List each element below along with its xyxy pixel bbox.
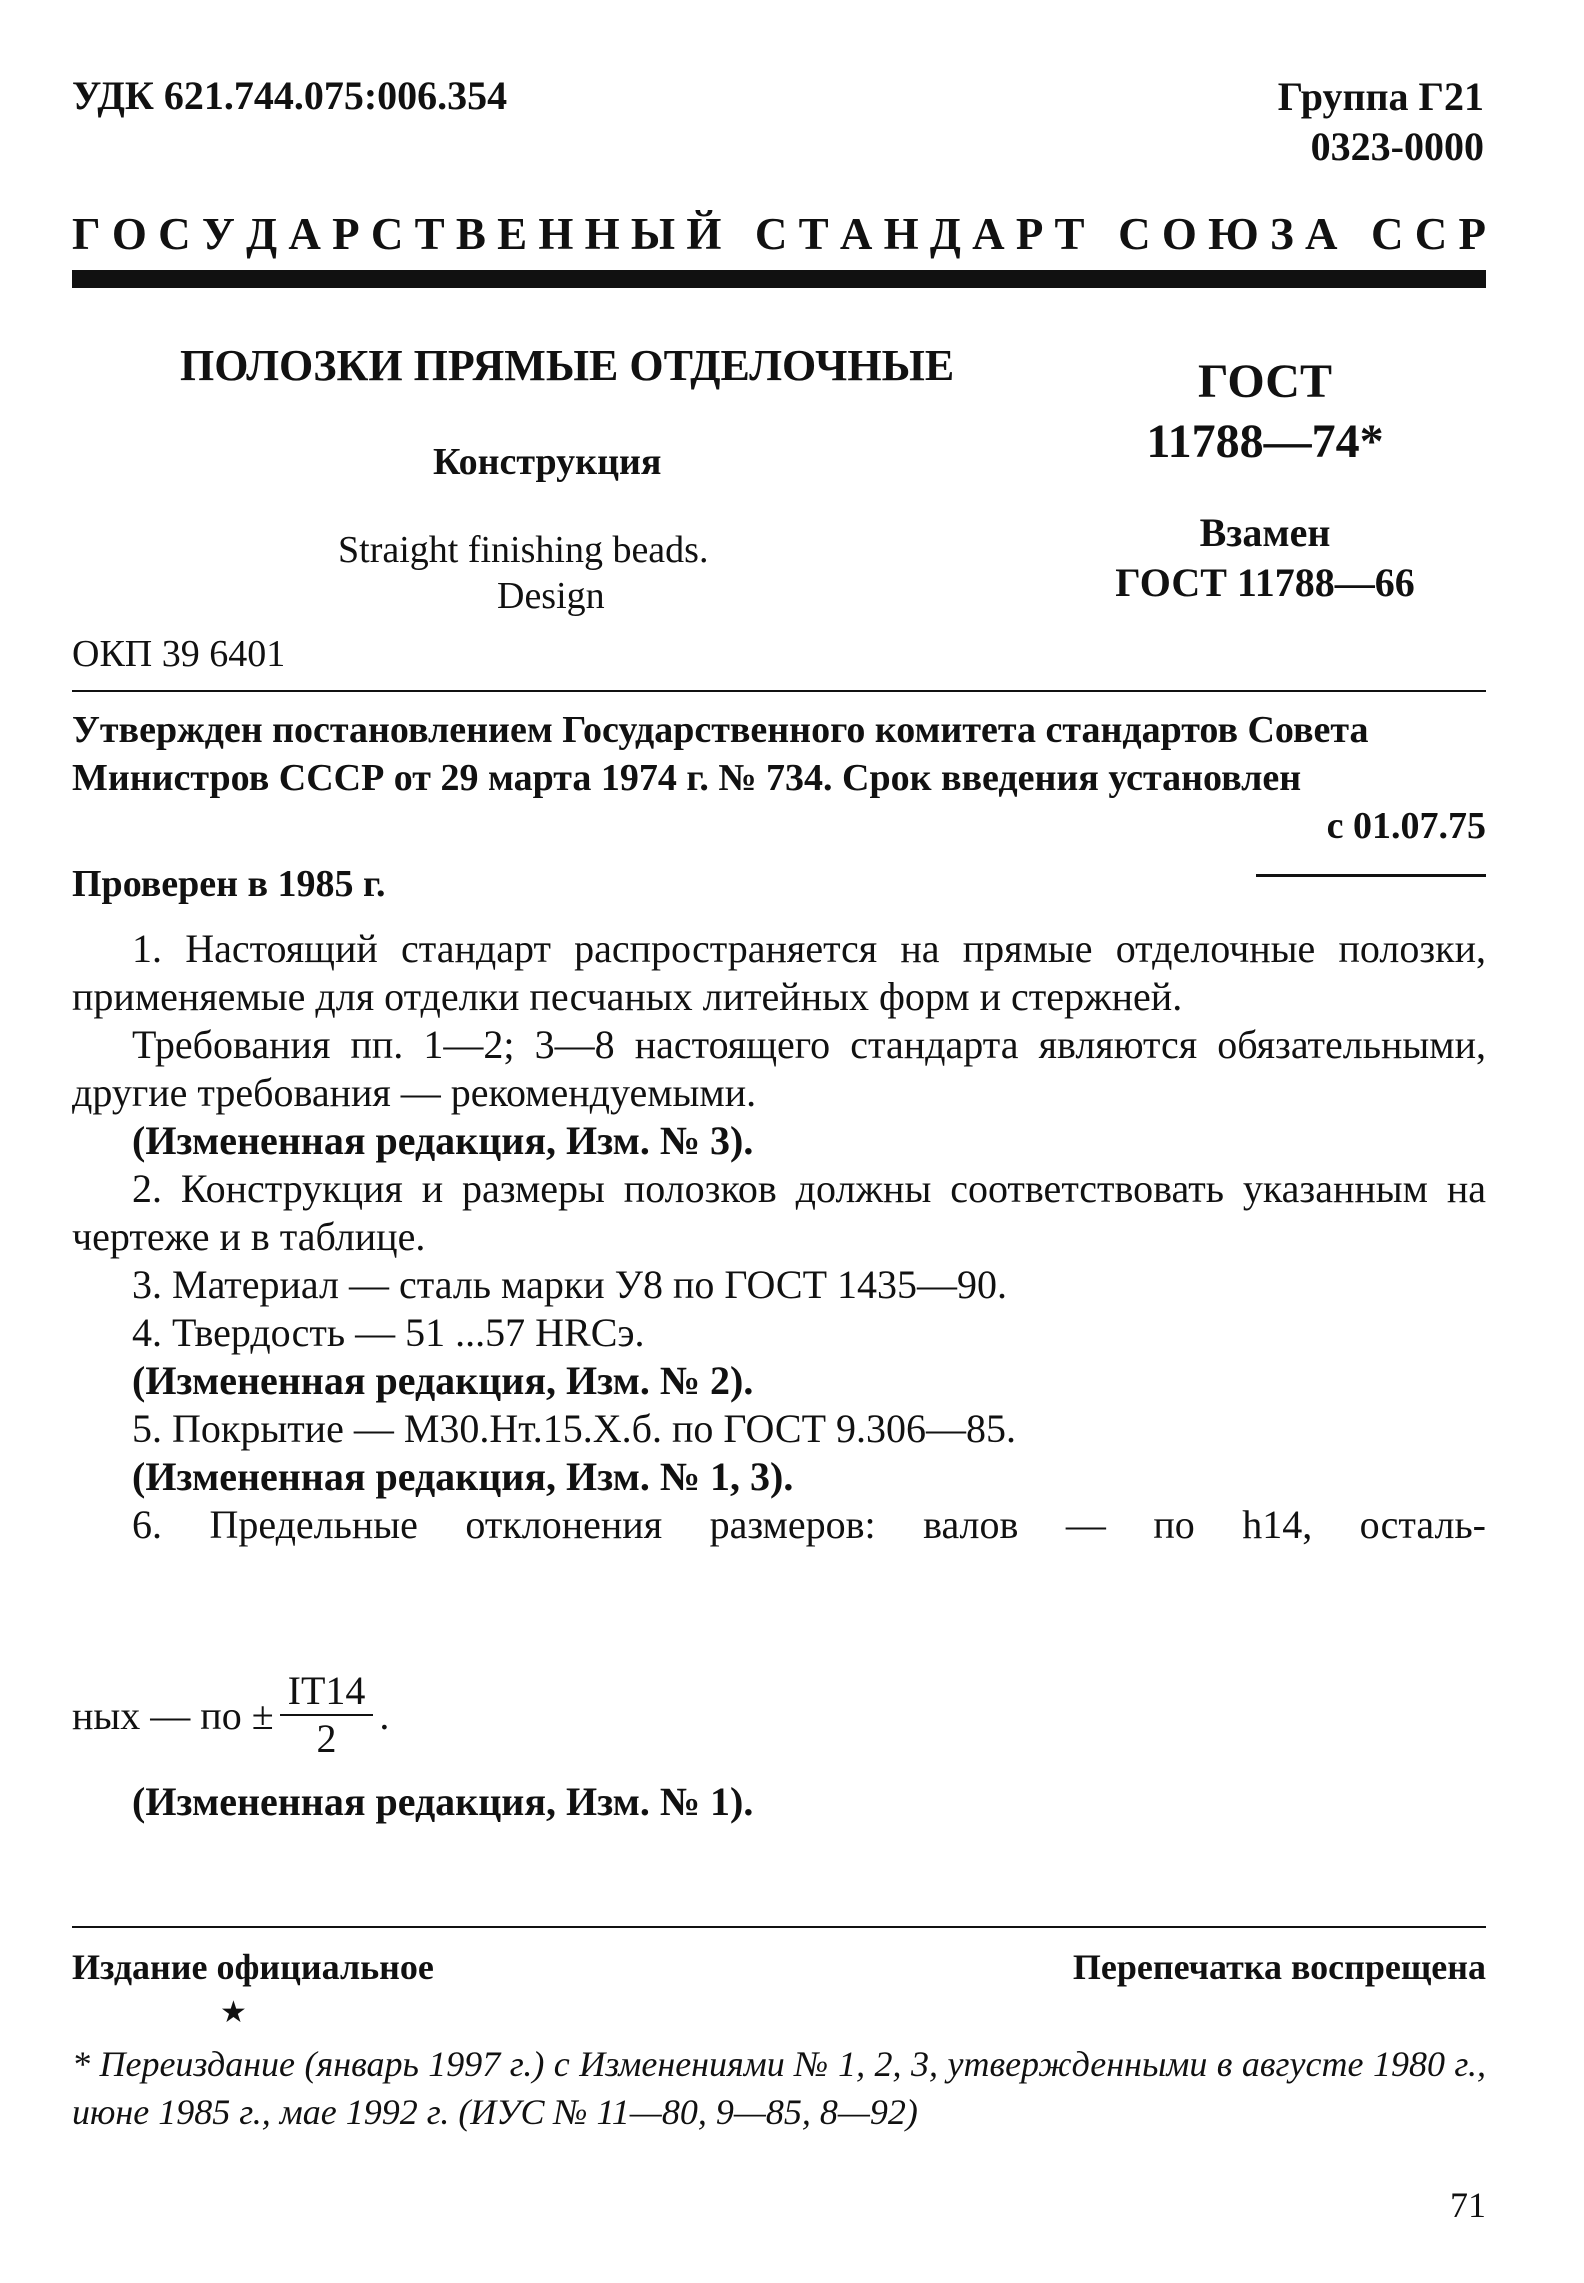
group-block — [1278, 72, 1484, 172]
okp-code: ОКП 39 6401 — [72, 633, 286, 675]
paragraph-1-requirements: Требования пп. 1—2; 3—8 настоящего стандарта являются обязательными, другие требования — рекомендуемыми. — [72, 1022, 1486, 1115]
gost-number: 11788—74* — [1146, 415, 1384, 468]
document-title: ПОЛОЗКИ ПРЯМЫЕ ОТДЕЛОЧНЫЕ — [180, 341, 955, 390]
formula-suffix: . — [379, 1692, 390, 1738]
udk-code: УДК 621.744.075:006.354 — [72, 73, 508, 118]
footer-divider — [72, 1926, 1486, 1928]
document-subtitle: Конструкция — [433, 441, 662, 483]
title-divider — [72, 690, 1486, 692]
date-underline — [1256, 874, 1486, 877]
tolerance-formula — [72, 1668, 389, 1762]
page-number: 71 — [1450, 2185, 1486, 2225]
approval-line-1: Утвержден постановлением Государственного комитета стандартов Совета — [72, 709, 1369, 751]
star-icon: ★ — [220, 1996, 247, 2029]
amendment-note-3: (Измененная редакция, Изм. № 1, 3). — [132, 1454, 794, 1499]
fraction-denominator: 2 — [316, 1716, 337, 1761]
paragraph-4: 4. Твердость — 51 ...57 HRCэ. — [132, 1310, 645, 1355]
paragraph-5: 5. Покрытие — М30.Нт.15.Х.б. по ГОСТ 9.306—85. — [132, 1406, 1017, 1451]
english-title-line-2: Design — [497, 575, 605, 617]
amendment-note-4: (Измененная редакция, Изм. № 1). — [132, 1779, 754, 1824]
reprint-prohibited-label: Перепечатка воспрещена — [1072, 1947, 1486, 1987]
reissue-footnote — [72, 2040, 1486, 2136]
state-word-2: С Т А Н Д А Р Т — [754, 209, 1085, 259]
classification-code: 0323-0000 — [1310, 124, 1484, 169]
state-word-1: Г О С У Д А Р С Т В Е Н Н Ы Й — [72, 209, 722, 259]
gost-designation — [1095, 352, 1435, 472]
replaces-standard: ГОСТ 11788—66 — [1115, 560, 1415, 605]
paragraph-2: 2. Конструкция и размеры полозков должны соответствовать указанным на чертеже и в таблице. — [72, 1166, 1486, 1259]
amendment-note-2: (Измененная редакция, Изм. № 2). — [132, 1358, 754, 1403]
gost-label: ГОСТ — [1198, 355, 1332, 408]
document-body — [72, 925, 1486, 1549]
state-standard-heading — [72, 208, 1486, 260]
state-word-4: С С Р — [1371, 209, 1486, 259]
footnote-text: * Переиздание (январь 1997 г.) с Изменениями № 1, 2, 3, утвержденными в августе 1980 г., июне 1985 г., мае 1992 г. (ИУС № 11—80, 9—85, 8—92) — [72, 2044, 1486, 2132]
replaces-block — [1095, 508, 1435, 608]
official-edition-label: Издание официальное — [72, 1947, 434, 1987]
replaces-label: Взамен — [1199, 510, 1331, 555]
amendment-note-1: (Измененная редакция, Изм. № 3). — [132, 1118, 754, 1163]
effective-date: с 01.07.75 — [1326, 805, 1486, 847]
fraction-numerator: IT14 — [280, 1668, 374, 1716]
fraction — [280, 1668, 374, 1762]
approval-line-2: Министров СССР от 29 марта 1974 г. № 734. Срок введения установлен — [72, 757, 1302, 799]
english-title-line-1: Straight finishing beads. — [338, 529, 709, 571]
state-word-3: С О Ю З А — [1118, 209, 1338, 259]
heading-divider — [72, 270, 1486, 288]
group-label: Группа Г21 — [1277, 74, 1484, 119]
paragraph-6: 6. Предельные отклонения размеров: валов — по h14, осталь- — [132, 1502, 1486, 1547]
formula-prefix: ных — по ± — [72, 1692, 274, 1738]
checked-year: Проверен в 1985 г. — [72, 863, 386, 905]
approval-block — [72, 706, 1486, 850]
paragraph-1: 1. Настоящий стандарт распространяется на прямые отделочные полозки, применяемые для отделки песчаных литейных форм и стержней. — [72, 926, 1486, 1019]
paragraph-3: 3. Материал — сталь марки У8 по ГОСТ 1435—90. — [132, 1262, 1007, 1307]
